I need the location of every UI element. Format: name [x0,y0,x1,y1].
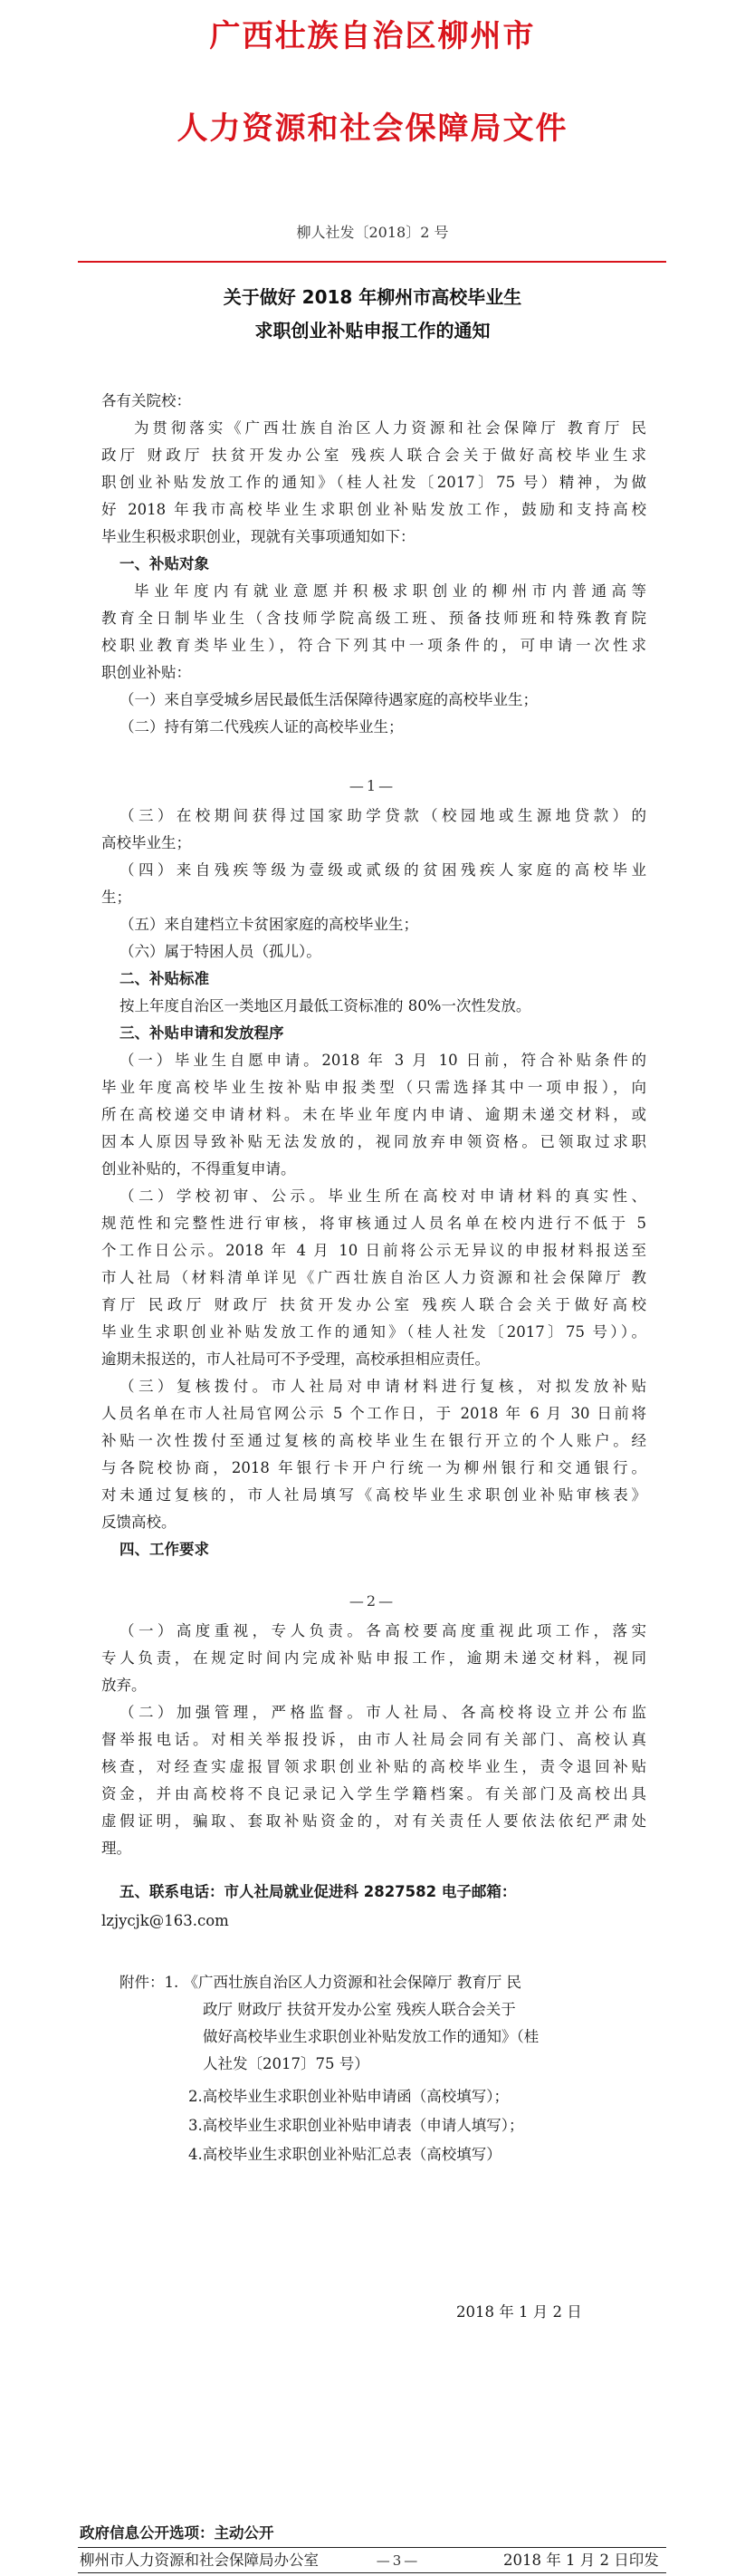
body-line: 专人负责，在规定时间内完成补贴申报工作，逾期未递交材料，视同 [101,1649,646,1667]
body-line: 所在高校递交申请材料。未在毕业年度内申请、逾期未递交材料，或 [101,1106,646,1123]
body-line: 理。 [101,1840,131,1857]
attachment-line: 附件：1. 《广西壮族自治区人力资源和社会保障厅 教育厅 民 [119,1974,521,1991]
red-divider [78,261,666,263]
attachment-line: 4.高校毕业生求职创业补贴汇总表（高校填写） [188,2146,501,2163]
print-date: 2018 年 1 月 2 日印发 [503,2552,659,2569]
body-line: （一）毕业生自愿申请。2018 年 3 月 10 日前，符合补贴条件的 [119,1052,646,1069]
body-line: 毕业生求职创业补贴发放工作的通知》（桂人社发〔2017〕75 号））。 [101,1323,646,1341]
issuer-title-line2: 人力资源和社会保障局文件 [177,111,568,147]
attachment-line: 3.高校毕业生求职创业补贴申请表（申请人填写）； [188,2117,524,2134]
body-line: 生； [101,889,131,906]
body-line: （二）学校初审、公示。毕业生所在高校对申请材料的真实性、 [119,1187,646,1205]
body-line: 与各院校协商，2018 年银行卡开户行统一为柳州银行和交通银行。 [101,1459,646,1476]
body-line: 对未通过复核的，市人社局填写《高校毕业生求职创业补贴审核表》 [101,1486,646,1504]
body-line: 校职业教育类毕业生），符合下列其中一项条件的，可申请一次性求 [101,637,646,654]
body-line: 按上年度自治区一类地区月最低工资标准的 80%一次性发放。 [119,997,531,1014]
body-line: 市人社局（材料清单详见《广西壮族自治区人力资源和社会保障厅 教 [101,1269,646,1286]
body-line: 毕业生积极求职创业，现就有关事项通知如下： [101,528,415,545]
section-heading: 四、工作要求 [119,1541,209,1558]
body-line: 因本人原因导致补贴无法发放的，视同放弃申领资格。已领取过求职 [101,1133,646,1150]
notice-title-line1: 关于做好 2018 年柳州市高校毕业生 [223,286,522,308]
page-number: —2— [349,1592,396,1610]
body-line: 督举报电话。对相关举报投诉，由市人社局会同有关部门、高校认真 [101,1731,646,1748]
body-line: 为贯彻落实《广西壮族自治区人力资源和社会保障厅 教育厅 民 [134,419,646,437]
body-line: 逾期未报送的，市人社局可不予受理，高校承担相应责任。 [101,1350,490,1368]
contact-line: 五、联系电话：市人社局就业促进科 2827582 电子邮箱： [119,1883,517,1900]
section-heading: 二、补贴标准 [119,970,209,987]
body-line: （一）高度重视，专人负责。各高校要高度重视此项工作，落实 [119,1622,646,1639]
body-line: 高校毕业生； [101,834,191,851]
body-line: （二）加强管理，严格监督。市人社局、各高校将设立并公布监 [119,1704,646,1721]
body-line: 政厅 财政厅 扶贫开发办公室 残疾人联合会关于做好高校毕业生求 [101,447,646,464]
section-heading: 三、补贴申请和发放程序 [119,1024,284,1042]
contact-email: lzjycjk@163.com [101,1912,229,1929]
page-number: —3— [376,2552,421,2569]
page-number: —1— [349,777,396,794]
body-line: 个工作日公示。2018 年 4 月 10 日前将公示无异议的申报材料报送至 [101,1242,646,1259]
body-line: 职创业补贴： [101,664,191,681]
issuer-title-line1: 广西壮族自治区柳州市 [209,18,536,54]
body-line: 教育全日制毕业生（含技师学院高级工班、预备技师班和特殊教育院 [101,610,646,627]
body-line: 放弃。 [101,1677,147,1694]
attachment-line: 政厅 财政厅 扶贫开发办公室 残疾人联合会关于 [203,2001,516,2018]
body-line: 职创业补贴发放工作的通知》（桂人社发〔2017〕75 号）精神，为做 [101,474,646,491]
body-line: 规范性和完整性进行审核，将审核通过人员名单在校内进行不低于 5 [101,1215,646,1232]
footer-rule [78,2547,666,2548]
issuing-office: 柳州市人力资源和社会保障局办公室 [80,2552,319,2569]
body-line: 育厅 民政厅 财政厅 扶贫开发办公室 残疾人联合会关于做好高校 [101,1296,646,1313]
body-line: （一）来自享受城乡居民最低生活保障待遇家庭的高校毕业生； [119,691,538,708]
body-line: 人员名单在市人社局官网公示 5 个工作日，于 2018 年 6 月 30 日前将 [101,1405,646,1422]
salutation: 各有关院校： [101,392,191,409]
body-line: 补贴一次性拨付至通过复核的高校毕业生在银行开立的个人账户。经 [101,1432,646,1449]
disclosure-option: 政府信息公开选项：主动公开 [80,2524,274,2542]
body-line: 反馈高校。 [101,1514,177,1531]
footer-rule-bottom [78,2572,666,2573]
body-line: 资金，并由高校将不良记录记入学生学籍档案。有关部门及高校出具 [101,1785,646,1802]
section-heading: 一、补贴对象 [119,555,209,572]
body-line: 毕业年度内有就业意愿并积极求职创业的柳州市内普通高等 [134,582,646,600]
issue-date: 2018 年 1 月 2 日 [456,2303,582,2321]
attachment-line: 人社发〔2017〕75 号） [203,2055,369,2072]
body-line: （五）来自建档立卡贫困家庭的高校毕业生； [119,916,418,933]
notice-title-line2: 求职创业补贴申报工作的通知 [254,320,491,341]
body-line: 虚假证明，骗取、套取补贴资金的，对有关责任人要依法依纪严肃处 [101,1812,646,1830]
body-line: 创业补贴的，不得重复申请。 [101,1160,296,1177]
attachment-line: 做好高校毕业生求职创业补贴发放工作的通知》（桂 [203,2028,540,2045]
body-line: 核查，对经查实虚报冒领求职创业补贴的高校毕业生，责令退回补贴 [101,1758,646,1775]
body-line: （二）持有第二代残疾人证的高校毕业生； [119,718,404,735]
body-line: 好 2018 年我市高校毕业生求职创业补贴发放工作，鼓励和支持高校 [101,501,646,518]
body-line: （六）属于特困人员（孤儿）。 [119,943,321,960]
body-line: （三）复核拨付。市人社局对申请材料进行复核，对拟发放补贴 [119,1378,646,1395]
body-line: （三）在校期间获得过国家助学贷款（校园地或生源地贷款）的 [119,807,646,824]
document-number: 柳人社发〔2018〕2 号 [296,224,449,241]
attachment-line: 2.高校毕业生求职创业补贴申请函（高校填写）； [188,2088,509,2105]
body-line: （四）来自残疾等级为壹级或贰级的贫困残疾人家庭的高校毕业 [119,861,646,879]
body-line: 毕业年度高校毕业生按补贴申报类型（只需选择其中一项申报），向 [101,1079,646,1096]
